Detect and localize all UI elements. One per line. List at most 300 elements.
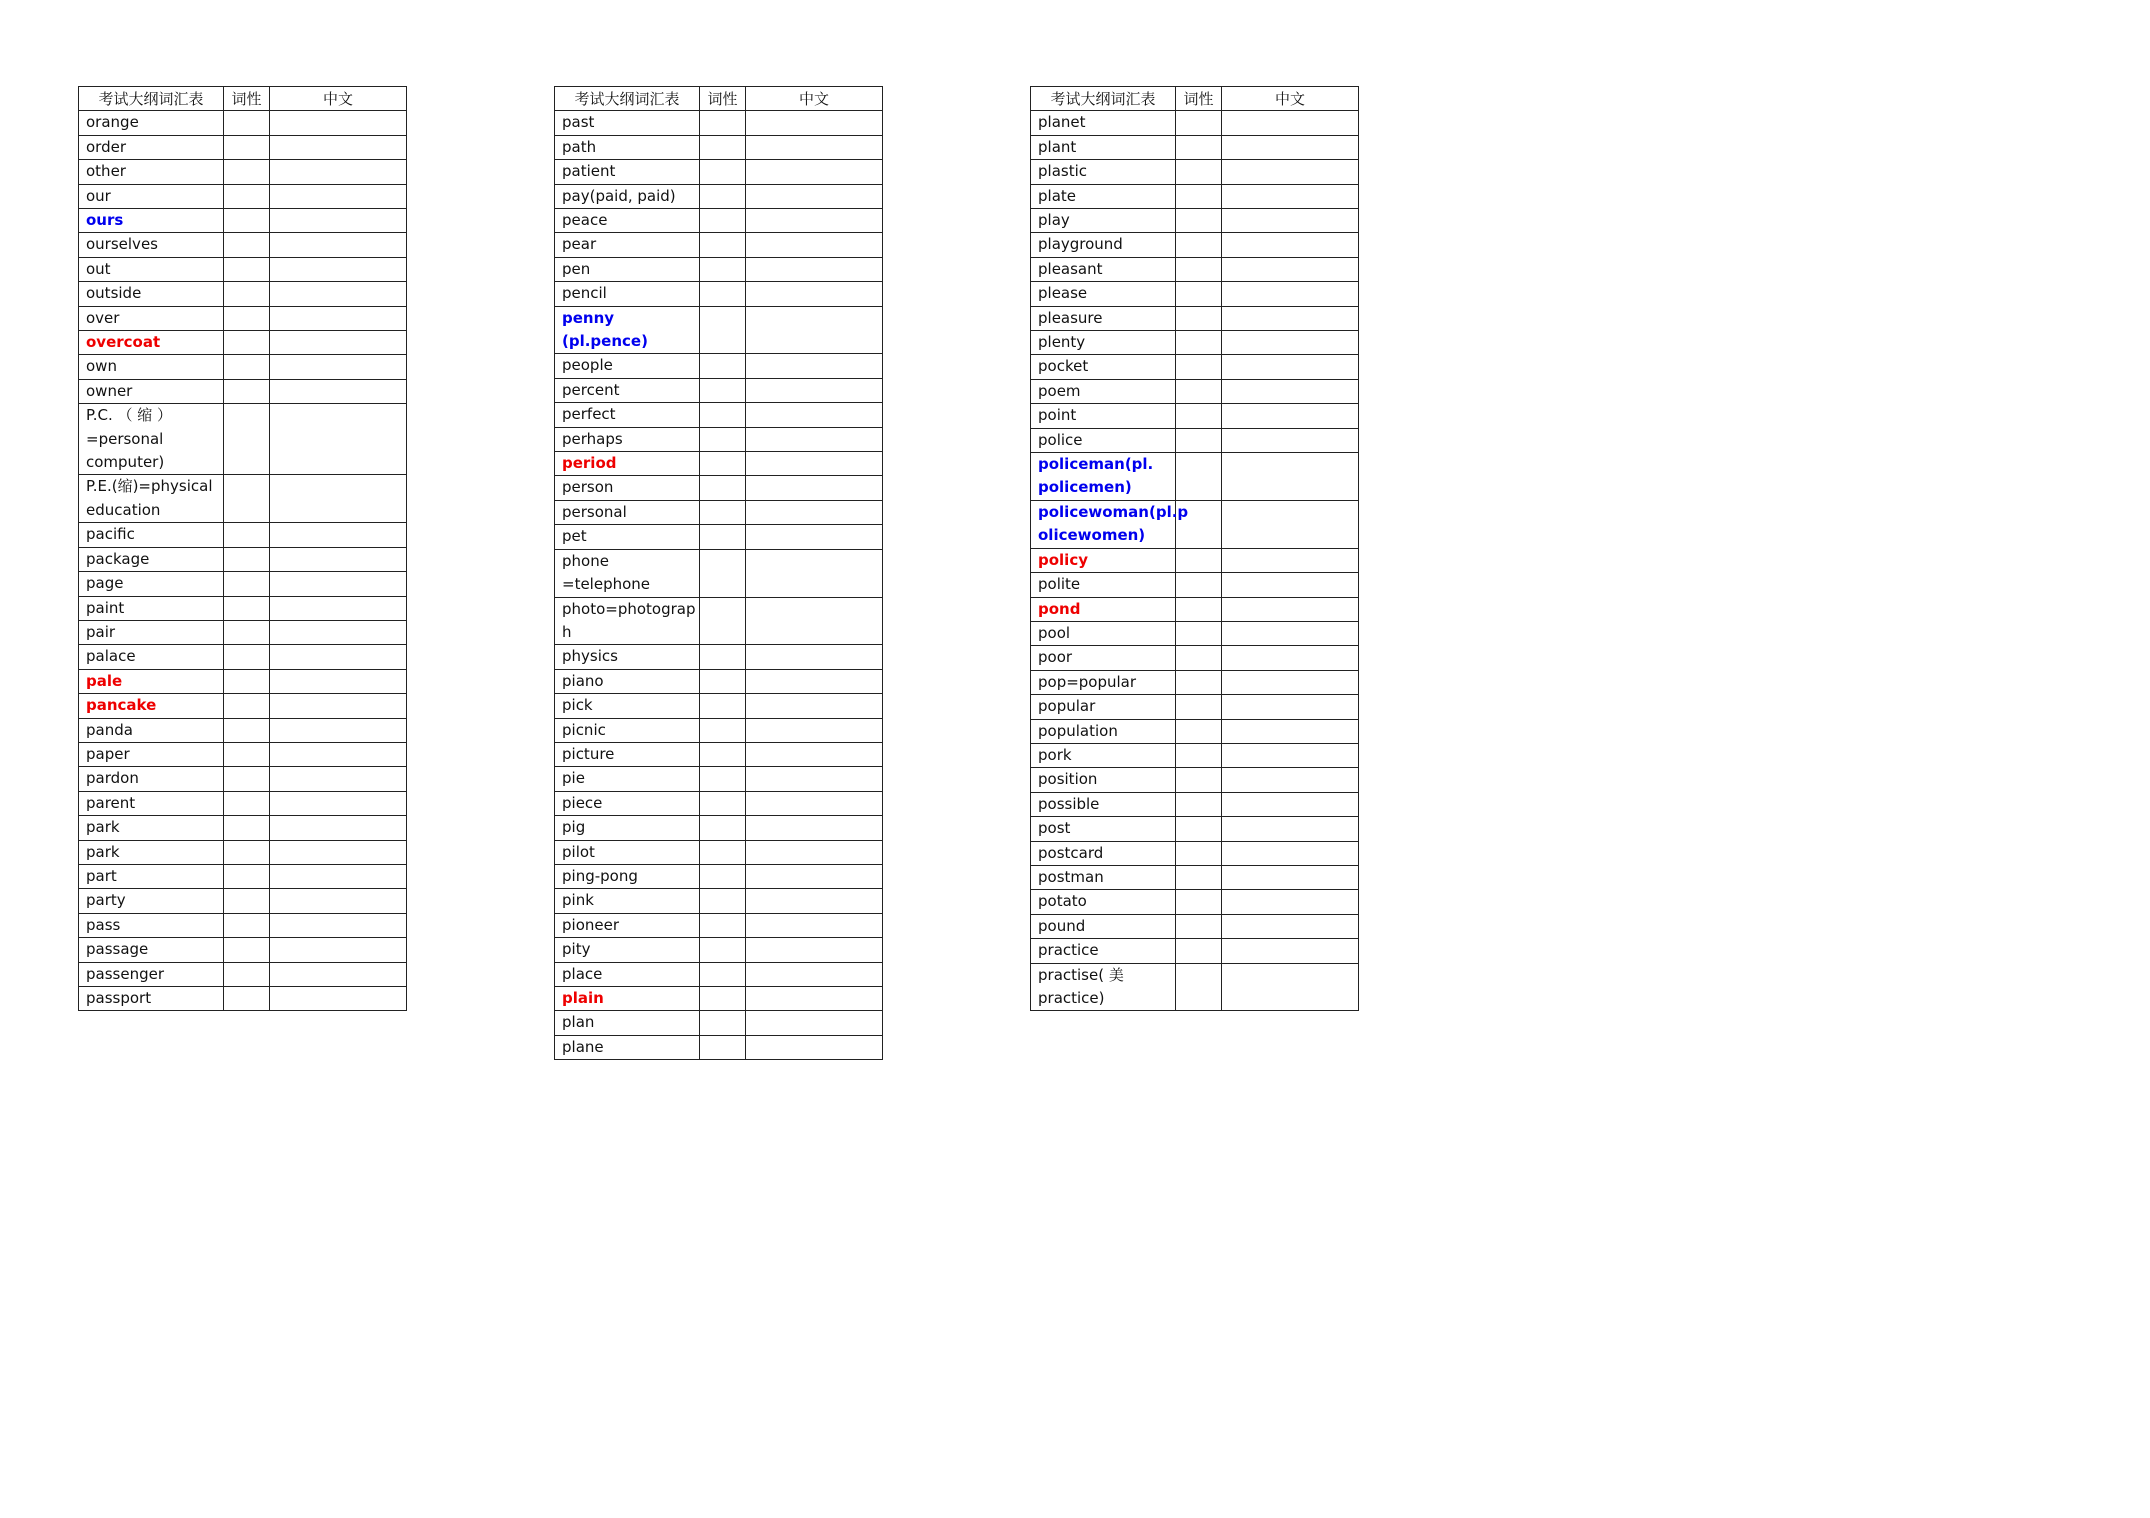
pos-cell: [224, 135, 270, 159]
pos-cell: [700, 889, 746, 913]
pos-cell: [700, 427, 746, 451]
word-cell: ping-pong: [555, 864, 700, 888]
chinese-cell: [1222, 768, 1359, 792]
chinese-cell: [1222, 379, 1359, 403]
word-line: policeman(pl.: [1038, 455, 1154, 474]
chinese-cell: [1222, 963, 1359, 1011]
word-cell: perhaps: [555, 427, 700, 451]
table-row: [79, 331, 407, 355]
chinese-cell: [1222, 695, 1359, 719]
pos-cell: [700, 209, 746, 233]
word-line: photo=photograp: [562, 599, 696, 618]
pos-cell: [700, 500, 746, 524]
word-line: P.C. （ 缩 ）: [86, 406, 173, 425]
word-cell: own: [79, 355, 224, 379]
table-row: [555, 257, 883, 281]
word-cell: ours: [79, 209, 224, 233]
word-cell: pacific: [79, 523, 224, 547]
chinese-cell: [270, 938, 407, 962]
chinese-cell: [746, 1011, 883, 1035]
table-row: [1031, 963, 1359, 1011]
word-cell: population: [1031, 719, 1176, 743]
table-row: [79, 889, 407, 913]
table-row: [555, 987, 883, 1011]
pos-cell: [1176, 597, 1222, 621]
word-cell: pool: [1031, 621, 1176, 645]
chinese-cell: [270, 111, 407, 135]
table-row: [79, 742, 407, 766]
word-cell: pleasure: [1031, 306, 1176, 330]
word-cell: pound: [1031, 914, 1176, 938]
pos-cell: [700, 354, 746, 378]
word-cell: [79, 404, 224, 475]
word-cell: party: [79, 889, 224, 913]
vocab-table-3: [1030, 86, 1359, 1011]
chinese-cell: [746, 378, 883, 402]
word-cell: potato: [1031, 890, 1176, 914]
chinese-cell: [1222, 306, 1359, 330]
word-line: practise( 美: [1038, 965, 1124, 984]
chinese-cell: [746, 233, 883, 257]
word-cell: period: [555, 452, 700, 476]
pos-cell: [224, 987, 270, 1011]
word-cell: pass: [79, 913, 224, 937]
pos-cell: [224, 913, 270, 937]
chinese-cell: [746, 282, 883, 306]
table-row: [79, 209, 407, 233]
word-cell: poem: [1031, 379, 1176, 403]
pos-cell: [224, 962, 270, 986]
pos-cell: [224, 404, 270, 475]
word-cell: [1031, 963, 1176, 1011]
word-cell: pink: [555, 889, 700, 913]
table-row: [555, 209, 883, 233]
chinese-cell: [1222, 257, 1359, 281]
table-row: [555, 645, 883, 669]
chinese-cell: [746, 816, 883, 840]
table-row: [79, 572, 407, 596]
chinese-cell: [1222, 282, 1359, 306]
table-row: [1031, 865, 1359, 889]
word-line: computer): [86, 453, 165, 472]
word-cell: postcard: [1031, 841, 1176, 865]
pos-cell: [1176, 135, 1222, 159]
pos-cell: [700, 1035, 746, 1059]
chinese-cell: [1222, 939, 1359, 963]
word-cell: [79, 475, 224, 523]
table-row: [555, 597, 883, 645]
chinese-cell: [746, 889, 883, 913]
chinese-cell: [746, 209, 883, 233]
chinese-cell: [270, 184, 407, 208]
table-row: [1031, 646, 1359, 670]
word-cell: park: [79, 816, 224, 840]
pos-cell: [224, 938, 270, 962]
pos-cell: [1176, 939, 1222, 963]
table-row: [1031, 111, 1359, 135]
word-cell: pleasant: [1031, 257, 1176, 281]
word-cell: plant: [1031, 135, 1176, 159]
word-cell: part: [79, 864, 224, 888]
word-cell: postman: [1031, 865, 1176, 889]
word-cell: pond: [1031, 597, 1176, 621]
pos-cell: [700, 525, 746, 549]
word-cell: passenger: [79, 962, 224, 986]
table-row: [555, 452, 883, 476]
table-row: [79, 791, 407, 815]
word-cell: ourselves: [79, 233, 224, 257]
table-row: [79, 938, 407, 962]
word-cell: pencil: [555, 282, 700, 306]
header-chinese: 中文: [270, 87, 407, 111]
chinese-cell: [270, 864, 407, 888]
table-row: [79, 767, 407, 791]
chinese-cell: [746, 694, 883, 718]
table-row: [555, 233, 883, 257]
header-chinese: 中文: [1222, 87, 1359, 111]
table-row: [555, 282, 883, 306]
word-cell: poor: [1031, 646, 1176, 670]
chinese-cell: [270, 767, 407, 791]
table-row: [555, 184, 883, 208]
pos-cell: [1176, 331, 1222, 355]
table-row: [555, 864, 883, 888]
chinese-cell: [270, 282, 407, 306]
vocab-table-1: [78, 86, 407, 1011]
pos-cell: [700, 645, 746, 669]
pos-cell: [700, 816, 746, 840]
chinese-cell: [1222, 865, 1359, 889]
table-row: [555, 938, 883, 962]
pos-cell: [1176, 111, 1222, 135]
pos-cell: [1176, 282, 1222, 306]
chinese-cell: [1222, 573, 1359, 597]
table-row: [555, 718, 883, 742]
pos-cell: [700, 669, 746, 693]
word-cell: pear: [555, 233, 700, 257]
table-row: [79, 669, 407, 693]
pos-cell: [1176, 573, 1222, 597]
chinese-cell: [270, 547, 407, 571]
pos-cell: [700, 742, 746, 766]
word-cell: post: [1031, 817, 1176, 841]
chinese-cell: [270, 913, 407, 937]
table-row: [79, 404, 407, 475]
pos-cell: [224, 742, 270, 766]
table-body: [79, 111, 407, 1011]
chinese-cell: [1222, 453, 1359, 501]
pos-cell: [700, 257, 746, 281]
chinese-cell: [746, 597, 883, 645]
chinese-cell: [270, 209, 407, 233]
chinese-cell: [1222, 428, 1359, 452]
table-row: [1031, 209, 1359, 233]
chinese-cell: [270, 523, 407, 547]
table-row: [555, 160, 883, 184]
table-row: [1031, 282, 1359, 306]
word-cell: popular: [1031, 695, 1176, 719]
chinese-cell: [270, 962, 407, 986]
table-row: [1031, 453, 1359, 501]
pos-cell: [700, 767, 746, 791]
table-row: [1031, 670, 1359, 694]
chinese-cell: [270, 355, 407, 379]
table-row: [555, 111, 883, 135]
table-row: [79, 718, 407, 742]
chinese-cell: [1222, 355, 1359, 379]
word-cell: [555, 597, 700, 645]
chinese-cell: [270, 160, 407, 184]
word-cell: plain: [555, 987, 700, 1011]
pos-cell: [1176, 817, 1222, 841]
chinese-cell: [746, 476, 883, 500]
word-cell: peace: [555, 209, 700, 233]
pos-cell: [700, 864, 746, 888]
pos-cell: [1176, 841, 1222, 865]
table-body: [1031, 111, 1359, 1011]
word-cell: other: [79, 160, 224, 184]
table-row: [79, 596, 407, 620]
table-row: [555, 500, 883, 524]
table-body: [555, 111, 883, 1060]
pos-cell: [224, 791, 270, 815]
word-cell: passage: [79, 938, 224, 962]
pos-cell: [700, 962, 746, 986]
table-row: [79, 306, 407, 330]
pos-cell: [700, 233, 746, 257]
word-line: practice): [1038, 989, 1105, 1008]
word-cell: past: [555, 111, 700, 135]
table-row: [79, 257, 407, 281]
word-cell: our: [79, 184, 224, 208]
chinese-cell: [270, 135, 407, 159]
word-line: education: [86, 500, 161, 519]
word-line: olicewomen): [1038, 526, 1146, 545]
table-row: [1031, 695, 1359, 719]
table-row: [1031, 160, 1359, 184]
table-row: [79, 111, 407, 135]
chinese-cell: [1222, 209, 1359, 233]
word-cell: pork: [1031, 743, 1176, 767]
chinese-cell: [746, 718, 883, 742]
word-cell: piano: [555, 669, 700, 693]
pos-cell: [700, 913, 746, 937]
chinese-cell: [1222, 184, 1359, 208]
word-cell: panda: [79, 718, 224, 742]
chinese-cell: [270, 233, 407, 257]
word-cell: patient: [555, 160, 700, 184]
pos-cell: [1176, 209, 1222, 233]
table-row: [555, 403, 883, 427]
word-cell: pancake: [79, 694, 224, 718]
table-row: [1031, 719, 1359, 743]
pos-cell: [700, 987, 746, 1011]
table-row: [79, 840, 407, 864]
chinese-cell: [746, 306, 883, 354]
pos-cell: [1176, 768, 1222, 792]
word-cell: orange: [79, 111, 224, 135]
chinese-cell: [270, 987, 407, 1011]
table-row: [79, 475, 407, 523]
word-line: policewoman(pl.p: [1038, 502, 1189, 521]
word-cell: paint: [79, 596, 224, 620]
word-cell: play: [1031, 209, 1176, 233]
pos-cell: [1176, 695, 1222, 719]
table-row: [1031, 135, 1359, 159]
table-row: [555, 306, 883, 354]
table-row: [79, 379, 407, 403]
word-cell: personal: [555, 500, 700, 524]
table-row: [555, 525, 883, 549]
table-row: [79, 694, 407, 718]
table-row: [79, 233, 407, 257]
chinese-cell: [1222, 111, 1359, 135]
word-cell: pen: [555, 257, 700, 281]
table-row: [1031, 548, 1359, 572]
word-cell: package: [79, 547, 224, 571]
vocab-table-2: [554, 86, 883, 1060]
word-cell: people: [555, 354, 700, 378]
table-row: [79, 547, 407, 571]
table-row: [1031, 817, 1359, 841]
table-row: [79, 645, 407, 669]
chinese-cell: [746, 452, 883, 476]
table-row: [555, 669, 883, 693]
word-cell: pocket: [1031, 355, 1176, 379]
word-cell: planet: [1031, 111, 1176, 135]
pos-cell: [700, 1011, 746, 1035]
chinese-cell: [1222, 817, 1359, 841]
chinese-cell: [270, 694, 407, 718]
word-cell: plastic: [1031, 160, 1176, 184]
chinese-cell: [746, 864, 883, 888]
pos-cell: [700, 694, 746, 718]
word-cell: pop=popular: [1031, 670, 1176, 694]
pos-cell: [224, 233, 270, 257]
table-row: [79, 987, 407, 1011]
word-cell: plane: [555, 1035, 700, 1059]
word-cell: [1031, 453, 1176, 501]
chinese-cell: [1222, 646, 1359, 670]
pos-cell: [224, 475, 270, 523]
table-row: [555, 135, 883, 159]
chinese-cell: [270, 404, 407, 475]
chinese-cell: [746, 549, 883, 597]
table-row: [555, 791, 883, 815]
table-row: [555, 354, 883, 378]
chinese-cell: [746, 403, 883, 427]
table-row: [79, 913, 407, 937]
word-cell: practice: [1031, 939, 1176, 963]
table-row: [1031, 257, 1359, 281]
table-row: [1031, 939, 1359, 963]
chinese-cell: [1222, 331, 1359, 355]
pos-cell: [224, 620, 270, 644]
pos-cell: [224, 184, 270, 208]
word-cell: plenty: [1031, 331, 1176, 355]
pos-cell: [700, 184, 746, 208]
chinese-cell: [1222, 792, 1359, 816]
table-row: [555, 962, 883, 986]
word-cell: pie: [555, 767, 700, 791]
pos-cell: [1176, 233, 1222, 257]
chinese-cell: [746, 938, 883, 962]
pos-cell: [700, 282, 746, 306]
pos-cell: [1176, 646, 1222, 670]
chinese-cell: [1222, 914, 1359, 938]
pos-cell: [700, 938, 746, 962]
chinese-cell: [270, 331, 407, 355]
pos-cell: [224, 282, 270, 306]
chinese-cell: [270, 816, 407, 840]
chinese-cell: [746, 742, 883, 766]
table-row: [555, 913, 883, 937]
pos-cell: [224, 257, 270, 281]
pos-cell: [224, 523, 270, 547]
word-cell: order: [79, 135, 224, 159]
word-cell: pilot: [555, 840, 700, 864]
pos-cell: [1176, 306, 1222, 330]
pos-cell: [224, 718, 270, 742]
table-row: [1031, 379, 1359, 403]
chinese-cell: [1222, 621, 1359, 645]
word-cell: picture: [555, 742, 700, 766]
chinese-cell: [270, 742, 407, 766]
word-line: =personal: [86, 429, 164, 448]
chinese-cell: [270, 306, 407, 330]
pos-cell: [1176, 670, 1222, 694]
chinese-cell: [1222, 404, 1359, 428]
header-word: 考试大纲词汇表: [1031, 87, 1176, 111]
pos-cell: [224, 379, 270, 403]
word-cell: pioneer: [555, 913, 700, 937]
word-cell: park: [79, 840, 224, 864]
pos-cell: [1176, 963, 1222, 1011]
chinese-cell: [746, 962, 883, 986]
header-pos: 词性: [700, 87, 746, 111]
table-row: [79, 962, 407, 986]
word-cell: possible: [1031, 792, 1176, 816]
word-cell: overcoat: [79, 331, 224, 355]
chinese-cell: [1222, 500, 1359, 548]
table-row: [1031, 792, 1359, 816]
table-row: [555, 742, 883, 766]
word-cell: penny (pl.pence): [555, 306, 700, 354]
table-row: [79, 816, 407, 840]
word-cell: phone =telephone: [555, 549, 700, 597]
table-row: [1031, 597, 1359, 621]
pos-cell: [224, 209, 270, 233]
word-cell: pair: [79, 620, 224, 644]
header-row: [1031, 87, 1359, 111]
word-cell: outside: [79, 282, 224, 306]
word-cell: place: [555, 962, 700, 986]
table-row: [1031, 914, 1359, 938]
chinese-cell: [746, 767, 883, 791]
pos-cell: [224, 306, 270, 330]
pos-cell: [224, 645, 270, 669]
word-cell: paper: [79, 742, 224, 766]
table-row: [555, 549, 883, 597]
word-cell: percent: [555, 378, 700, 402]
table-row: [79, 135, 407, 159]
table-row: [555, 889, 883, 913]
table-row: [555, 1035, 883, 1059]
word-cell: policy: [1031, 548, 1176, 572]
pos-cell: [1176, 453, 1222, 501]
pos-cell: [700, 306, 746, 354]
pos-cell: [1176, 355, 1222, 379]
